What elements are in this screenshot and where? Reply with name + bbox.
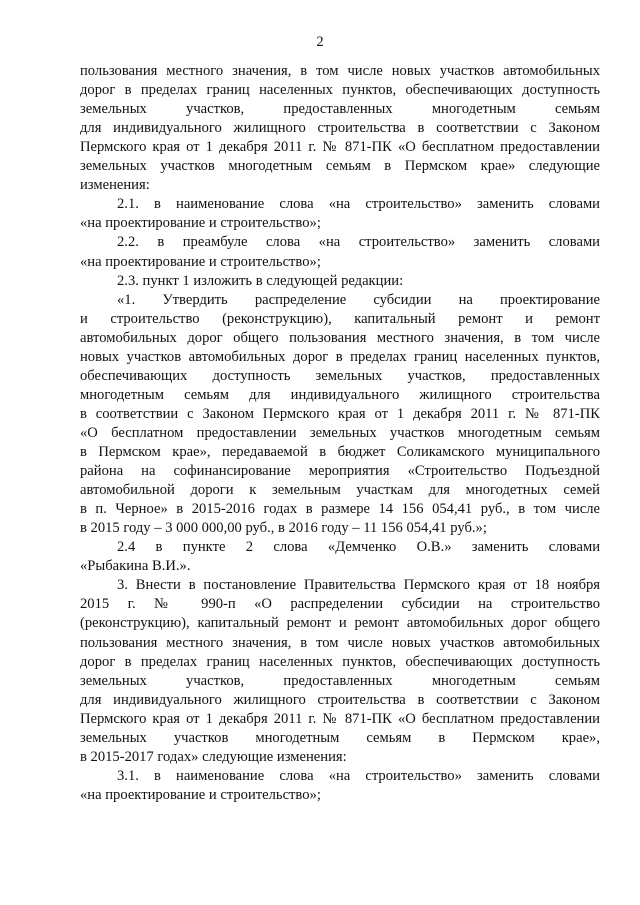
text-line: «на проектирование и строительство»; <box>80 786 321 803</box>
text-line: 2.1. в наименование слова «на строительство» заменить словами <box>117 196 600 213</box>
text-line: в п. Черное» в 2015-2016 годах в размере 14 156 054,41 руб., в том числе <box>80 501 600 518</box>
text-line: «О бесплатном предоставлении земельных участков многодетным семьям <box>80 424 600 441</box>
text-line: земельных участков, предоставленных многодетным семьям <box>80 101 600 118</box>
text-line: «1. Утвердить распределение субсидии на проектирование <box>117 291 600 308</box>
text-line: Пермского края от 1 декабря 2011 г. № 871-ПК «О бесплатном предоставлении <box>80 710 600 727</box>
text-line: земельных участков многодетным семьям в Пермском крае», <box>80 729 600 746</box>
text-line: в Пермском крае», передаваемой в бюджет Соликамского муниципального <box>80 444 600 460</box>
text-line: (реконструкцию), капитальный ремонт и ремонт автомобильных дорог общего <box>80 615 600 632</box>
text-line: автомобильной дороги к земельным участкам для многодетных семей <box>80 482 600 499</box>
text-line: пользования местного значения, в том числе новых участков автомобильных <box>80 634 600 651</box>
text-line: в соответствии с Законом Пермского края от 1 декабря 2011 г. № 871-ПК <box>80 405 600 422</box>
text-line: земельных участков многодетным семьям в Пермском крае» следующие <box>80 158 600 175</box>
text-line: дорог в пределах границ населенных пунктов, обеспечивающих доступность <box>80 653 600 670</box>
text-line: обеспечивающих доступность земельных участков, предоставленных <box>80 367 600 384</box>
text-line: района на софинансирование мероприятия «Строительство Подъездной <box>80 463 600 480</box>
text-line: многодетным семьям для индивидуального жилищного строительства <box>80 386 600 403</box>
text-line: новых участков автомобильных дорог в пределах границ населенных пунктов, <box>80 348 600 365</box>
text-line: земельных участков, предоставленных многодетным семьям <box>80 672 600 689</box>
text-line: в 2015-2017 годах» следующие изменения: <box>80 748 347 765</box>
text-line: дорог в пределах границ населенных пунктов, обеспечивающих доступность <box>80 82 600 99</box>
text-line: пользования местного значения, в том числе новых участков автомобильных <box>80 63 600 79</box>
text-line: «на проектирование и строительство»; <box>80 215 321 232</box>
text-line: автомобильных дорог общего пользования местного значения, в том числе <box>80 329 600 346</box>
text-line: и строительство (реконструкцию), капитальный ремонт и ремонт <box>80 310 600 327</box>
text-line: 3. Внести в постановление Правительства Пермского края от 18 ноября <box>117 577 600 594</box>
page-number: 2 <box>316 34 324 50</box>
text-line: 3.1. в наименование слова «на строительство» заменить словами <box>117 767 600 784</box>
text-line: 2.2. в преамбуле слова «на строительство» заменить словами <box>117 234 600 251</box>
text-line: изменения: <box>80 177 150 194</box>
text-line: для индивидуального жилищного строительства в соответствии с Законом <box>80 691 600 708</box>
text-line: «на проектирование и строительство»; <box>80 253 321 270</box>
text-line: в 2015 году – 3 000 000,00 руб., в 2016 году – 11 156 054,41 руб.»; <box>80 520 487 537</box>
text-line: 2.3. пункт 1 изложить в следующей редакции: <box>117 272 404 289</box>
text-line: 2.4 в пункте 2 слова «Демченко О.В.» заменить словами <box>117 539 600 556</box>
text-line: для индивидуального жилищного строительства в соответствии с Законом <box>80 120 600 137</box>
text-line: 2015 г. № 990-п «О распределении субсидии на строительство <box>80 596 600 613</box>
text-line: «Рыбакина В.И.». <box>80 558 191 575</box>
text-line: Пермского края от 1 декабря 2011 г. № 871-ПК «О бесплатном предоставлении <box>80 139 600 156</box>
